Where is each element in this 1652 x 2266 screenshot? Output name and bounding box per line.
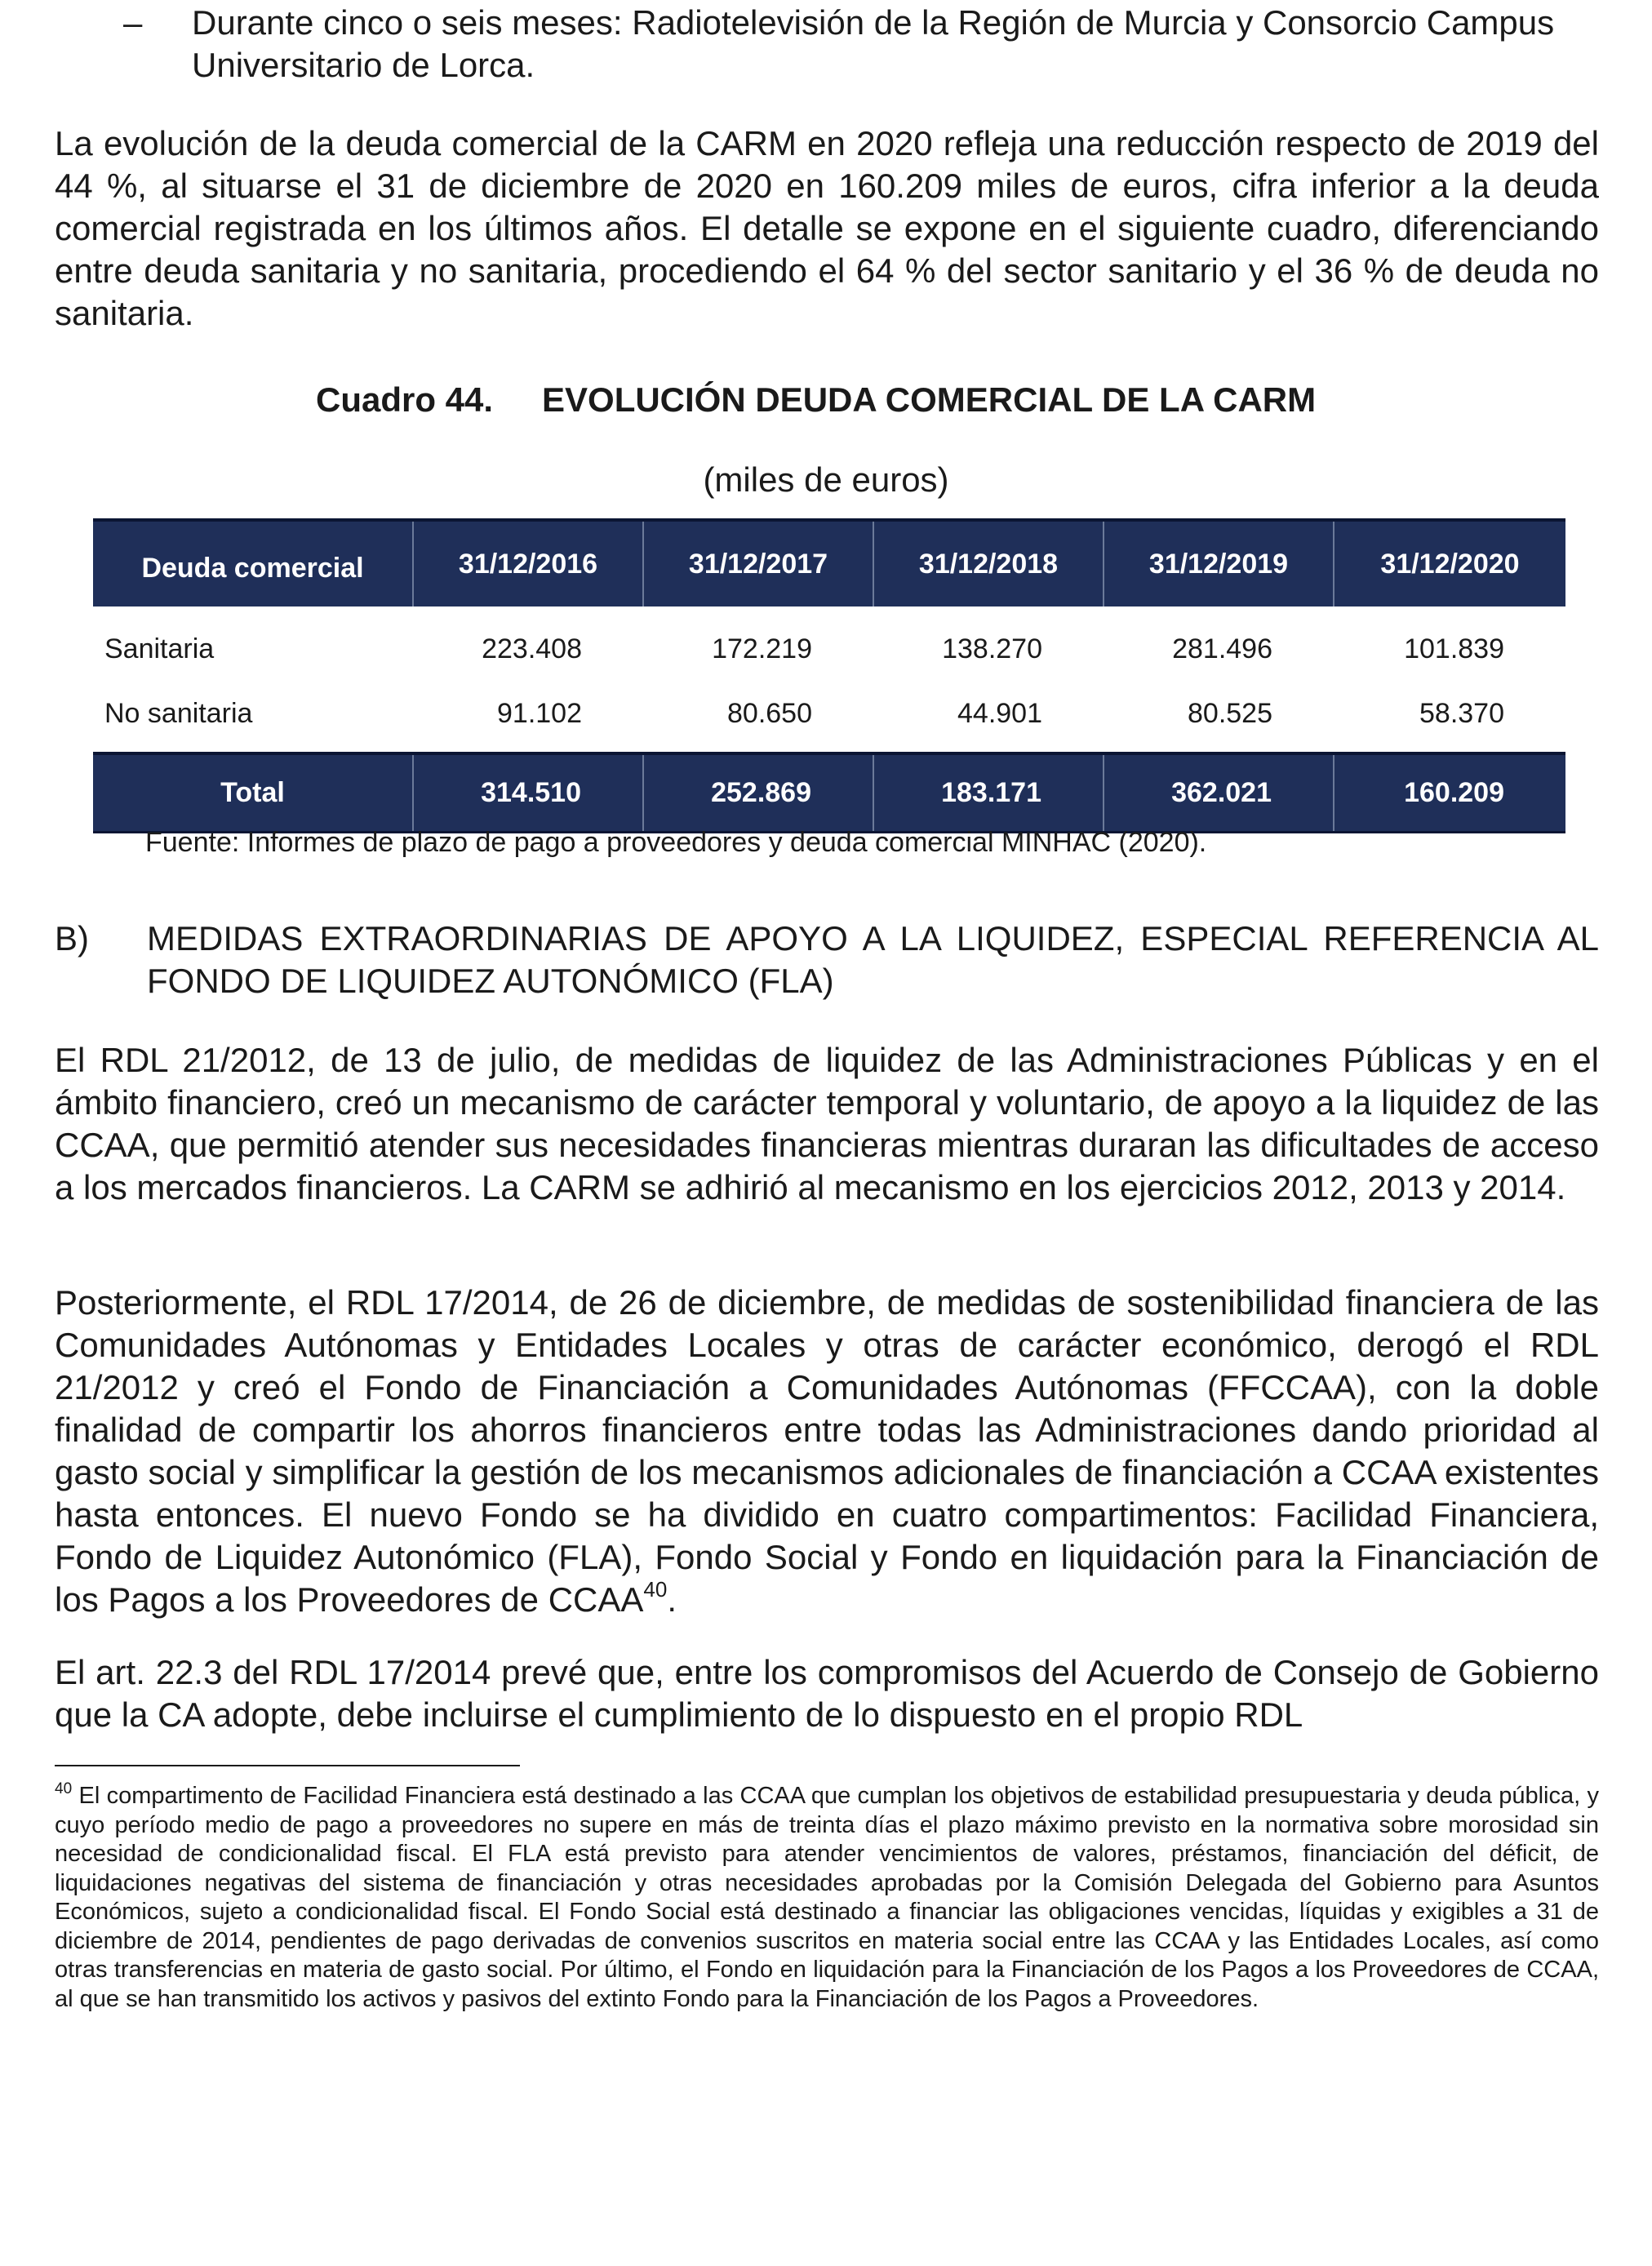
- table-total-row: [93, 753, 1565, 832]
- table-header-row: [93, 520, 1565, 606]
- footnote-reference[interactable]: 40: [643, 1577, 668, 1602]
- table-cell: 91.102: [497, 697, 582, 729]
- table-cell: 223.408: [482, 633, 582, 664]
- header-cell: 31/12/2018: [873, 520, 1104, 606]
- footnote-separator: [55, 1765, 520, 1766]
- table-units: (miles de euros): [703, 460, 949, 499]
- table-source: Fuente: Informes de plazo de pago a proveedores y deuda comercial MINHAC (2020).: [145, 827, 1207, 858]
- header-cell: Deuda comercial: [93, 520, 413, 606]
- table-cell: 80.525: [1188, 697, 1272, 729]
- section-b-heading: [55, 918, 1599, 1007]
- paragraph-intro: La evolución de la deuda comercial de la CARM en 2020 refleja una reducción respecto de 2019 del 44 %, al situarse el 31 de diciembre de 2020 en 160.209 miles de euros, cifra inferior a la deuda comercial registrada en los últimos años. El detalle se expone en el siguiente cuadro, diferenciando entre deuda sanitaria y no sanitaria, procediendo el 64 % del sector sanitario y el 36 % de deuda no sanitaria.: [55, 124, 1599, 332]
- paragraph-rdl-17-2014-text: Posteriormente, el RDL 17/2014, de 26 de diciembre, de medidas de sostenibilidad financiera de las Comunidades Autónomas y Entidades Locales y otras de carácter económico, derogó el RDL 21/2012 y creó el Fondo de Financiación a Comunidades Autónomas (FFCCAA), con la doble finalidad de compartir los ahorros financieros entre todas las Administraciones dando prioridad al gasto social y simplificar la gestión de los mecanismos adicionales de financiación a CCAA existentes hasta entonces. El nuevo Fondo se ha dividido en cuatro compartimentos: Facilidad Financiera, Fondo de Liquidez Autonómico (FLA), Fondo Social y Fondo en liquidación para la Financiación de los Pagos a los Proveedores de CCAA: [55, 1283, 1599, 1619]
- total-cell: 252.869: [643, 753, 873, 832]
- total-cell: 160.209: [1334, 753, 1565, 832]
- paragraph-rdl-17-2014: [55, 1282, 1599, 1621]
- footnote-number: 40: [55, 1780, 73, 1797]
- header-cell: 31/12/2017: [643, 520, 873, 606]
- table-caption-title: EVOLUCIÓN DEUDA COMERCIAL DE LA CARM: [542, 380, 1317, 419]
- table-cell: 58.370: [1419, 697, 1504, 729]
- header-cell: 31/12/2020: [1334, 520, 1565, 606]
- bullet-text: Durante cinco o seis meses: Radiotelevisión de la Región de Murcia y Consorcio Campus Universitario de Lorca.: [192, 3, 1555, 84]
- paragraph-rdl-17-2014-end: .: [667, 1580, 677, 1619]
- row-label: No sanitaria: [104, 697, 253, 729]
- header-cell: 31/12/2019: [1104, 520, 1334, 606]
- table-caption: [0, 377, 1652, 423]
- total-label: Total: [93, 753, 413, 832]
- total-cell: 183.171: [873, 753, 1104, 832]
- footnote-text: El compartimento de Facilidad Financiera está destinado a las CCAA que cumplan los objetivos de estabilidad presupuestaria y deuda pública, y cuyo período medio de pago a proveedores no supere en más de treinta días el plazo máximo previsto en la normativa sobre morosidad sin necesidad de condicionalidad fiscal. El FLA está previsto para atender vencimientos de valores, préstamos, financiación del déficit, de liquidaciones negativas del sistema de financiación y otras necesidades aprobadas por la Comisión Delegada del Gobierno para Asuntos Económicos, sujeto a condicionalidad fiscal. El Fondo Social está destinado a financiar las obligaciones vencidas, líquidas y exigibles a 31 de diciembre de 2014, pendientes de pago derivadas de convenios suscritos en materia social entre las CCAA y las Entidades Locales, así como otras transferencias en materia de gasto social. Por último, el Fondo en liquidación para la Financiación de los Pagos a los Proveedores de CCAA, al que se han transmitido los activos y pasivos del extinto Fondo para la Financiación de los Pagos a Proveedores.: [55, 1783, 1600, 2012]
- table-cell: 138.270: [942, 633, 1042, 664]
- table-caption-number: Cuadro 44.: [316, 380, 494, 419]
- bullet-item: [55, 2, 1599, 87]
- paragraph-art-22-3: El art. 22.3 del RDL 17/2014 prevé que, entre los compromisos del Acuerdo de Consejo de Gobierno que la CA adopte, debe incluirse el cumplimiento de lo dispuesto en el propio RDL: [55, 1653, 1599, 1734]
- table-cell: 44.901: [957, 697, 1042, 729]
- table-cell: 172.219: [712, 633, 812, 664]
- table-cell: 80.650: [727, 697, 812, 729]
- table-cell: 281.496: [1172, 633, 1272, 664]
- total-cell: 314.510: [413, 753, 643, 832]
- table-row: [93, 606, 1565, 680]
- section-letter: B): [55, 919, 89, 957]
- row-label: Sanitaria: [104, 633, 215, 664]
- footnote: [55, 1782, 1599, 2014]
- table-row: [93, 680, 1565, 753]
- header-cell: 31/12/2016: [413, 520, 643, 606]
- section-title: MEDIDAS EXTRAORDINARIAS DE APOYO A LA LIQUIDEZ, ESPECIAL REFERENCIA AL FONDO DE LIQUIDEZ AUTONÓMICO (FLA): [147, 919, 1599, 1000]
- paragraph-rdl-21-2012: El RDL 21/2012, de 13 de julio, de medidas de liquidez de las Administraciones Públicas y en el ámbito financiero, creó un mecanismo de carácter temporal y voluntario, de apoyo a la liquidez de las CCAA, que permitió atender sus necesidades financieras mientras duraran las dificultades de acceso a los mercados financieros. La CARM se adhirió al mecanismo en los ejercicios 2012, 2013 y 2014.: [55, 1041, 1599, 1206]
- bullet-dash: –: [123, 3, 143, 42]
- total-cell: 362.021: [1104, 753, 1334, 832]
- debt-table: [93, 518, 1565, 833]
- table-cell: 101.839: [1404, 633, 1504, 664]
